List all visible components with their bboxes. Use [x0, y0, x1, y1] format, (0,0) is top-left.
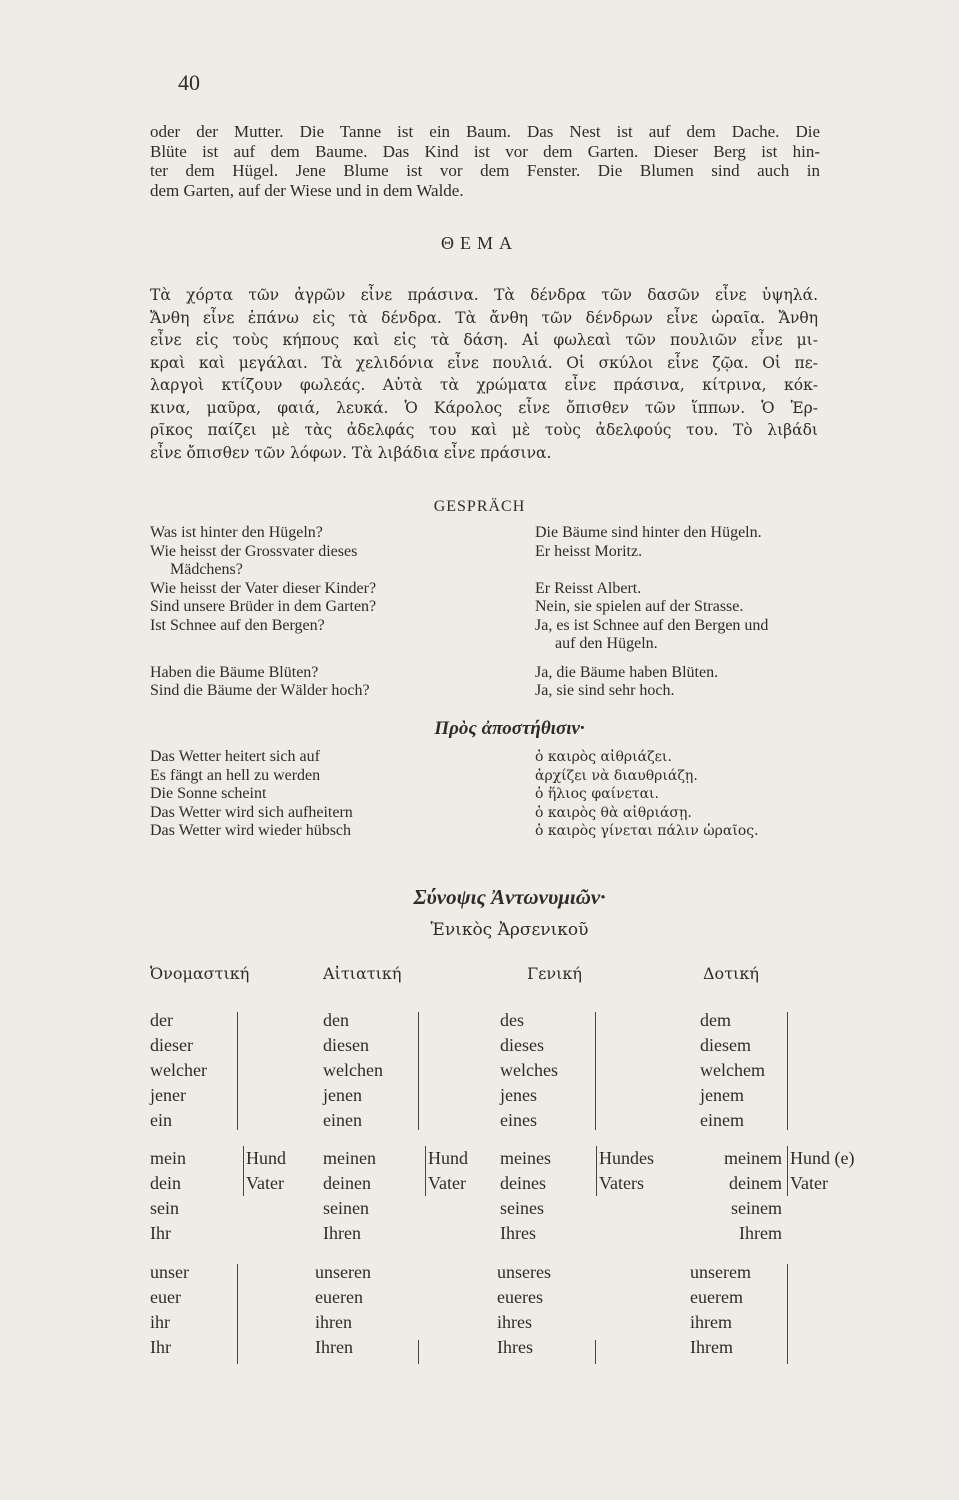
dative-group-2	[700, 1146, 782, 1246]
answer	[535, 561, 930, 580]
noun: Vater	[246, 1173, 284, 1193]
nominative-group-2	[150, 1146, 186, 1246]
pronoun: ein	[150, 1110, 172, 1130]
accusative-group-2	[323, 1146, 376, 1246]
pronoun: jener	[150, 1085, 186, 1105]
pronoun: meinen	[323, 1148, 376, 1168]
pronoun: dieses	[500, 1035, 544, 1055]
text-line: Blüte ist auf dem Baume. Das Kind ist vor dem Garten. Dieser Berg ist hin-	[150, 141, 820, 161]
answer: Er Reisst Albert.	[535, 579, 642, 597]
german-phrase: Das Wetter wird sich aufheitern	[150, 803, 353, 821]
pronoun: Ihrem	[690, 1337, 733, 1357]
conversation-row	[150, 617, 930, 636]
phrase-row	[150, 822, 930, 841]
bracket-line	[595, 1340, 596, 1364]
pronoun: unseres	[497, 1262, 551, 1282]
text-line: λαργοὶ κτίζουν φωλεάς. Αὐτὰ τὰ χρώματα εἶνε πράσινα, κίτρινα, κόκ-	[150, 376, 818, 394]
pronoun: jenen	[323, 1085, 362, 1105]
phrase-row	[150, 804, 930, 823]
pronoun: seinem	[731, 1198, 782, 1218]
noun: Vater	[790, 1173, 828, 1193]
question	[150, 635, 535, 654]
pronoun: einem	[700, 1110, 744, 1130]
pronoun: euerem	[690, 1287, 743, 1307]
pronoun: eines	[500, 1110, 537, 1130]
synopsis-subtitle: Ἑνικὸς Ἀρσενικοῦ	[430, 920, 589, 940]
question: Wie heisst der Grossvater dieses	[150, 542, 358, 560]
nominative-group-1	[150, 1008, 207, 1133]
greek-phrase: ἀρχίζει νὰ διαυθριάζῃ.	[535, 767, 698, 784]
noun: Hundes	[599, 1148, 654, 1168]
text-line: oder der Mutter. Die Tanne ist ein Baum. Das Nest ist auf dem Dache. Die	[150, 122, 820, 141]
noun: Vater	[428, 1173, 466, 1193]
pronoun: des	[500, 1010, 524, 1030]
pronoun: diesem	[700, 1035, 751, 1055]
conversation-row	[150, 635, 930, 654]
german-phrase: Es fängt an hell zu werden	[150, 766, 321, 784]
question: Ist Schnee auf den Bergen?	[150, 616, 325, 634]
text-line: ter dem Hügel. Jene Blume ist vor dem Fenster. Die Blumen sind auch in	[150, 161, 820, 180]
synopsis-title: Σύνοψις Ἀντωνυμιῶν·	[413, 885, 606, 909]
pronoun: Ihr	[150, 1337, 171, 1357]
conversation-row	[150, 561, 930, 580]
greek-phrase: ὁ ἥλιος φαίνεται.	[535, 786, 659, 802]
greek-phrase: ὁ καιρὸς θὰ αἰθριάσῃ.	[535, 804, 692, 821]
text-line: κινα, μαῦρα, φαιά, λευκά. Ὁ Κάρολος εἶνε ὄπισθεν τῶν ἵππων. Ὁ Ἑρ-	[150, 398, 818, 417]
pronoun: dein	[150, 1173, 181, 1193]
pronoun: unser	[150, 1262, 189, 1282]
question: Mädchens?	[150, 561, 243, 578]
pronoun: unserem	[690, 1262, 751, 1282]
conversation-row	[150, 598, 930, 617]
phrase-row	[150, 785, 930, 804]
noun-brace	[243, 1146, 286, 1196]
text-line: dem Garten, auf der Wiese und in dem Walde.	[150, 180, 464, 200]
memorize-list	[150, 748, 930, 841]
text-line: εἶνε εἰς τοὺς κήπους καὶ εἰς τὰ δάση. Αἱ φωλεαὶ τῶν πουλιῶν εἶνε μι-	[150, 331, 818, 349]
case-header-accusative: Αἰτιατική	[323, 964, 402, 983]
bracket-line	[237, 1012, 238, 1130]
answer: Ja, es ist Schnee auf den Bergen und	[535, 616, 769, 634]
pronoun: welches	[500, 1060, 558, 1080]
pronoun: Ihrem	[739, 1223, 782, 1243]
greek-phrase: ὁ καιρὸς γίνεται πάλιν ὡραῖος.	[535, 823, 759, 839]
text-line: εἶνε ὄπισθεν τῶν λόφων. Τὰ λιβάδια εἶνε πράσινα.	[150, 443, 552, 462]
pronoun: meinem	[724, 1148, 782, 1168]
answer: Nein, sie spielen auf der Strasse.	[535, 598, 744, 615]
pronoun: eueren	[315, 1287, 363, 1307]
pronoun: Ihren	[315, 1337, 353, 1357]
pronoun: seines	[500, 1198, 544, 1218]
text-line: Τὰ χόρτα τῶν ἀγρῶν εἶνε πράσινα. Τὰ δένδρα τῶν δασῶν εἶνε ὑψηλά.	[150, 286, 818, 304]
pronoun: meines	[500, 1148, 551, 1168]
accusative-group-3	[315, 1260, 371, 1360]
thema-paragraph	[150, 284, 818, 464]
dative-group-1	[700, 1008, 765, 1133]
pronoun: deinem	[729, 1173, 782, 1193]
pronoun: diesen	[323, 1035, 369, 1055]
bracket-line	[237, 1264, 238, 1364]
pronoun: deinen	[323, 1173, 371, 1193]
bracket-line	[787, 1264, 788, 1364]
noun-brace	[596, 1146, 654, 1196]
pronoun: welchen	[323, 1060, 383, 1080]
case-header-dative: Δοτική	[703, 964, 759, 983]
memorize-title: Πρὸς ἀποστήθισιν·	[434, 718, 585, 739]
answer: Ja, sie sind sehr hoch.	[535, 682, 675, 699]
pronoun: Ihres	[500, 1223, 536, 1243]
pronoun: ihren	[315, 1312, 352, 1332]
pronoun: mein	[150, 1148, 186, 1168]
text-line: Ἄνθη εἶνε ἐπάνω εἰς τὰ δένδρα. Τὰ ἄνθη τῶν δένδρων εἶνε ὡραῖα. Ἄνθη	[150, 308, 818, 327]
gesprach-title: GESPRÄCH	[433, 498, 526, 515]
pronoun: dieser	[150, 1035, 193, 1055]
noun: Hund (e)	[790, 1148, 855, 1168]
conversation-row	[150, 543, 930, 562]
noun-brace	[425, 1146, 468, 1196]
phrase-row	[150, 767, 930, 786]
answer: auf den Hügeln.	[535, 635, 658, 652]
case-header-genitive: Γενική	[527, 964, 582, 983]
question: Was ist hinter den Hügeln?	[150, 524, 323, 541]
pronoun: dem	[700, 1010, 731, 1030]
answer: Er heisst Moritz.	[535, 542, 643, 560]
pronoun: deines	[500, 1173, 546, 1193]
intro-paragraph	[150, 122, 820, 200]
question: Wie heisst der Vater dieser Kinder?	[150, 579, 377, 597]
pronoun: Ihren	[323, 1223, 361, 1243]
answer: Die Bäume sind hinter den Hügeln.	[535, 524, 762, 541]
bracket-line	[418, 1012, 419, 1130]
greek-phrase: ὁ καιρὸς αἰθριάζει.	[535, 749, 672, 765]
pronoun: euer	[150, 1287, 181, 1307]
pronoun: unseren	[315, 1262, 371, 1282]
german-phrase: Die Sonne scheint	[150, 785, 267, 802]
bracket-line	[787, 1012, 788, 1130]
bracket-line	[418, 1340, 419, 1364]
thema-title: ΘΕΜΑ	[441, 233, 518, 253]
genitive-group-2	[500, 1146, 551, 1246]
pronoun: welcher	[150, 1060, 207, 1080]
pronoun: welchem	[700, 1060, 765, 1080]
pronoun: ihrem	[690, 1312, 732, 1332]
pronoun: Ihres	[497, 1337, 533, 1357]
pronoun: ihr	[150, 1312, 170, 1332]
nominative-group-3	[150, 1260, 189, 1360]
pronoun: jenes	[500, 1085, 537, 1105]
question: Sind unsere Brüder in dem Garten?	[150, 598, 377, 615]
noun-brace	[787, 1146, 854, 1196]
genitive-group-3	[497, 1260, 551, 1360]
dative-group-3	[690, 1260, 751, 1360]
noun: Vaters	[599, 1173, 644, 1193]
pronoun: sein	[150, 1198, 179, 1218]
conversation-row	[150, 664, 930, 683]
pronoun: den	[323, 1010, 349, 1030]
page-number: 40	[178, 70, 200, 95]
genitive-group-1	[500, 1008, 558, 1133]
text-line: κραὶ καὶ μεγάλαι. Τὰ χελιδόνια εἶνε πουλιά. Οἱ σκύλοι εἶνε ζῷα. Οἱ πε-	[150, 353, 818, 372]
german-phrase: Das Wetter heitert sich auf	[150, 748, 320, 765]
noun: Hund	[246, 1148, 286, 1168]
conversation	[150, 524, 930, 701]
german-phrase: Das Wetter wird wieder hübsch	[150, 822, 352, 839]
pronoun: eueres	[497, 1287, 543, 1307]
bracket-line	[595, 1012, 596, 1130]
text-line: ρῖκος παίζει μὲ τὰς ἀδελφάς του καὶ μὲ τοὺς ἀδελφούς του. Τὸ λιβάδι	[150, 421, 818, 439]
pronoun: einen	[323, 1110, 362, 1130]
case-header-nominative: Ὀνομαστική	[150, 964, 250, 983]
conversation-row	[150, 682, 930, 701]
answer: Ja, die Bäume haben Blüten.	[535, 663, 719, 681]
phrase-row	[150, 748, 930, 767]
pronoun: ihres	[497, 1312, 532, 1332]
noun: Hund	[428, 1148, 468, 1168]
conversation-row	[150, 580, 930, 599]
conversation-row	[150, 524, 930, 543]
pronoun: seinen	[323, 1198, 369, 1218]
question: Haben die Bäume Blüten?	[150, 663, 319, 681]
pronoun: Ihr	[150, 1223, 171, 1243]
question: Sind die Bäume der Wälder hoch?	[150, 682, 370, 699]
pronoun: der	[150, 1010, 173, 1030]
accusative-group-1	[323, 1008, 383, 1133]
pronoun: jenem	[700, 1085, 744, 1105]
